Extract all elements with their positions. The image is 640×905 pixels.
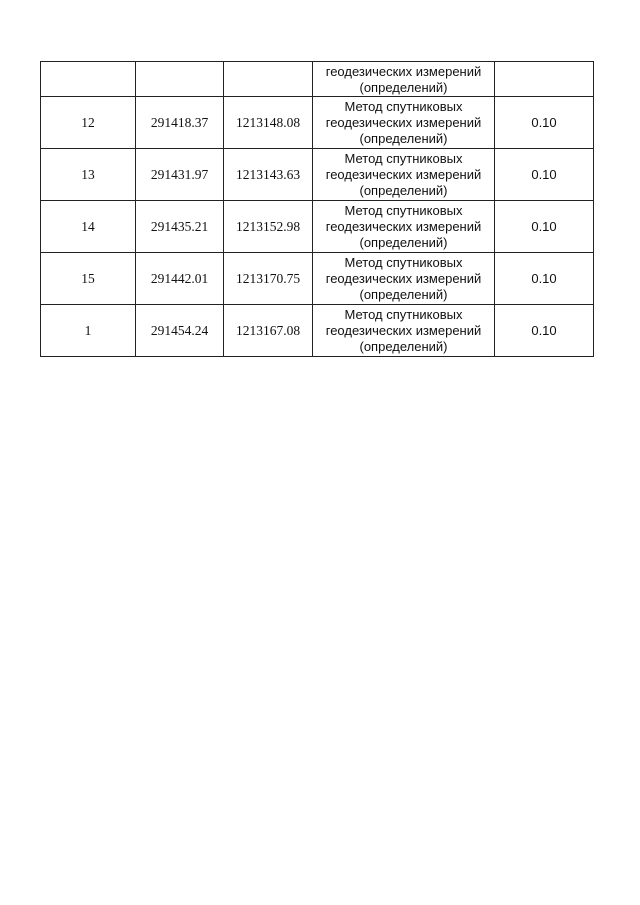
table-row [41,305,594,357]
method-line: (определений) [359,80,448,95]
method-line: Метод спутниковых [344,150,463,166]
point-number: 15 [41,253,136,305]
y-coordinate: 1213143.63 [224,149,313,201]
point-number: 13 [41,149,136,201]
x-coordinate: 291442.01 [136,253,224,305]
table-row [41,149,594,201]
method-cell [313,149,495,201]
method-line: геодезических измерений [325,64,482,79]
x-coordinate: 291435.21 [136,201,224,253]
method-line: геодезических измерений [325,114,482,130]
method-line: Метод спутниковых [344,306,463,322]
y-coordinate: 1213170.75 [224,253,313,305]
method-line: геодезических измерений [325,322,482,338]
method-cell [313,62,495,97]
method-line: (определений) [359,182,448,198]
accuracy-value: 0.10 [495,149,594,201]
method-cell [313,305,495,357]
method-line: геодезических измерений [325,218,482,234]
x-coordinate: 291418.37 [136,97,224,149]
accuracy-value: 0.10 [495,201,594,253]
method-line: Метод спутниковых [344,98,463,114]
method-cell [313,201,495,253]
table-row [41,97,594,149]
x-coordinate: 291431.97 [136,149,224,201]
table-row [41,201,594,253]
method-line: (определений) [359,234,448,250]
accuracy-value: 0.10 [495,97,594,149]
y-coordinate-cell [224,62,313,97]
x-coordinate: 291454.24 [136,305,224,357]
accuracy-value: 0.10 [495,253,594,305]
point-cell [41,62,136,97]
y-coordinate: 1213167.08 [224,305,313,357]
method-cell [313,253,495,305]
method-line: геодезических измерений [325,270,482,286]
y-coordinate: 1213148.08 [224,97,313,149]
method-line: геодезических измерений [325,166,482,182]
y-coordinate: 1213152.98 [224,201,313,253]
accuracy-cell [495,62,594,97]
table-row-continued [41,62,594,97]
x-coordinate-cell [136,62,224,97]
point-number: 14 [41,201,136,253]
table-row [41,253,594,305]
accuracy-value: 0.10 [495,305,594,357]
method-line: (определений) [359,130,448,146]
coordinates-table [40,61,594,357]
point-number: 1 [41,305,136,357]
method-line: (определений) [359,338,448,354]
point-number: 12 [41,97,136,149]
method-line: Метод спутниковых [344,254,463,270]
method-line: Метод спутниковых [344,202,463,218]
method-cell [313,97,495,149]
method-line: (определений) [359,286,448,302]
